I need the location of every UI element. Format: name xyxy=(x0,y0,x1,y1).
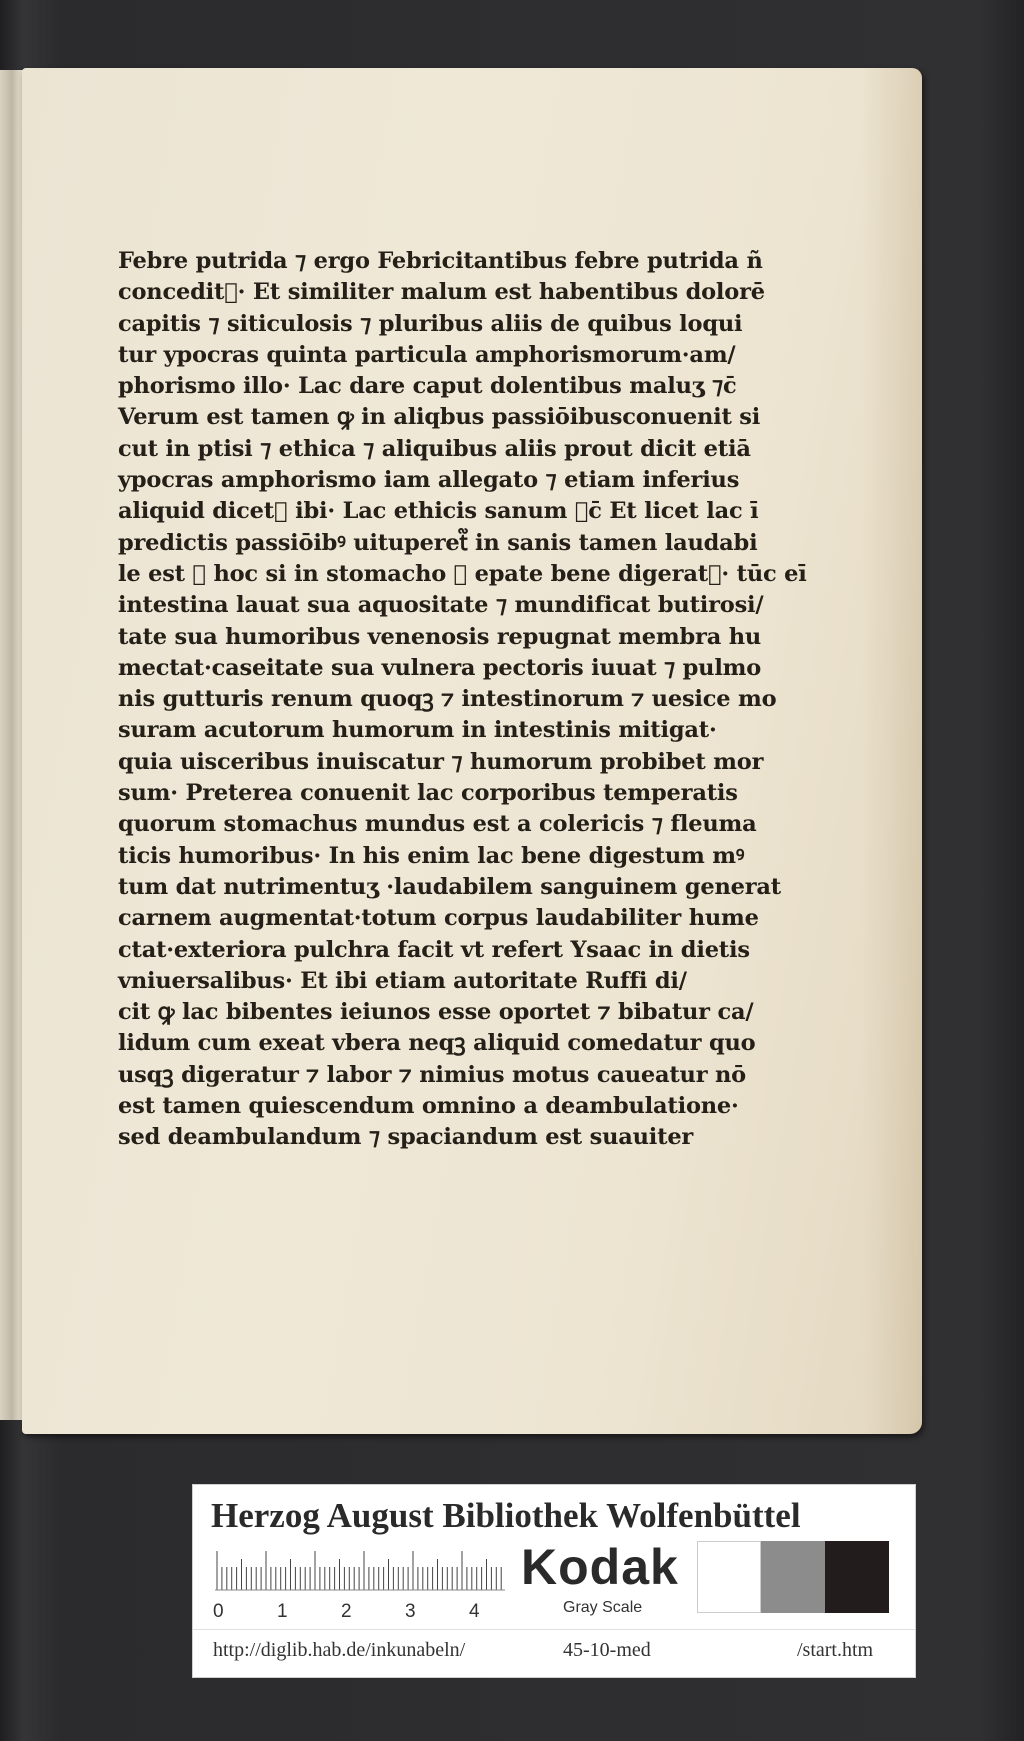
gray-swatch xyxy=(761,1541,825,1613)
kodak-logo: Kodak xyxy=(521,1539,679,1595)
text-line: aliquid dicet᷑ ibi· Lac ethicis sanum ⁊c̄ Et licet lac ī xyxy=(118,498,759,525)
text-line: Febre putrida ⁊ ergo Febricitantibus febre putrida ñ xyxy=(118,248,763,274)
text-line: phorismo illo· Lac dare caput dolentibus maluʒ ⁊c̄ xyxy=(118,373,737,400)
text-line: quia uisceribus inuiscatur ⁊ humorum probibet mor xyxy=(118,748,764,775)
text-line: ticis humoribus· In his enim lac bene digestum mꝰ xyxy=(118,842,745,869)
text-line: suram acutorum humorum in intestinis mitigat· xyxy=(118,717,717,744)
color-target-card xyxy=(192,1484,916,1678)
text-line: concedit᷑· Et similiter malum est habentibus dolorē xyxy=(118,279,765,306)
text-line: intestina lauat sua aquositate ⁊ mundificat butirosi/ xyxy=(118,592,764,619)
url-divider xyxy=(193,1629,915,1630)
text-line: tum dat nutrimentuʒ ·laudabilem sanguinem generat xyxy=(118,873,782,900)
url-start: /start.htm xyxy=(797,1639,874,1661)
text-line: ypocras amphorismo iam allegato ⁊ etiam inferius xyxy=(118,467,740,494)
text-line: ctat·exteriora pulchra facit vt refert Ysaac in dietis xyxy=(118,936,750,963)
ruler-label: 2 xyxy=(341,1601,352,1622)
gray-scale-label: Gray Scale xyxy=(563,1599,643,1616)
url-base: http://diglib.hab.de/inkunabeln/ xyxy=(213,1639,466,1661)
ruler-label: 3 xyxy=(405,1601,416,1622)
white-swatch xyxy=(697,1541,761,1613)
text-line: nis gutturis renum quoqꝫ ⁊ intestinorum ⁊ uesice mo xyxy=(118,686,777,713)
text-line: Verum est tamen ꝙ in aliqbus passiōibusconuenit si xyxy=(118,404,761,431)
text-line: tur ypocras quinta particula amphorismorum·am/ xyxy=(118,341,736,368)
text-line: mectat·caseitate sua vulnera pectoris iuuat ⁊ pulmo xyxy=(118,654,762,681)
library-title: Herzog August Bibliothek Wolfenbüttel xyxy=(211,1496,801,1535)
ruler-scale xyxy=(215,1551,505,1591)
text-line: tate sua humoribus venenosis repugnat membra hu xyxy=(118,623,762,650)
url-shelfmark: 45-10-med xyxy=(563,1639,651,1661)
text-line: sed deambulandum ⁊ spaciandum est suauiter xyxy=(118,1124,694,1151)
text-line: est tamen quiescendum omnino a deambulatione· xyxy=(118,1093,739,1120)
text-line: cut in ptisi ⁊ ethica ⁊ aliquibus aliis prout dicit etiā xyxy=(118,435,751,462)
ruler-label: 0 xyxy=(213,1601,224,1622)
text-line: usqꝫ digeratur ⁊ labor ⁊ nimius motus caueatur nō xyxy=(118,1061,746,1088)
text-line: carnem augmentat·totum corpus laudabiliter hume xyxy=(118,905,759,932)
text-line: cit ꝙ lac bibentes ieiunos esse oportet ⁊ bibatur ca/ xyxy=(118,999,754,1026)
text-line: capitis ⁊ siticulosis ⁊ pluribus aliis de quibus loqui xyxy=(118,310,743,337)
text-line: le est ⁊ hoc si in stomacho ⁊ epate bene digerat᷑· tūc eī xyxy=(118,560,807,587)
ruler-label: 4 xyxy=(469,1601,480,1622)
text-line: vniuersalibus· Et ibi etiam autoritate Ruffi di/ xyxy=(118,967,687,994)
incunable-text-block xyxy=(118,246,807,1154)
book-page xyxy=(22,68,922,1434)
text-line: lidum cum exeat vbera neqꝫ aliquid comedatur quo xyxy=(118,1030,756,1057)
text-line: predictis passiōibꝰ uituperet᷑ in sanis tamen laudabi xyxy=(118,529,758,556)
black-swatch xyxy=(825,1541,889,1613)
text-line: sum· Preterea conuenit lac corporibus temperatis xyxy=(118,780,738,807)
ruler-label: 1 xyxy=(277,1601,288,1622)
text-line: quorum stomachus mundus est a colericis ⁊ fleuma xyxy=(118,811,757,838)
